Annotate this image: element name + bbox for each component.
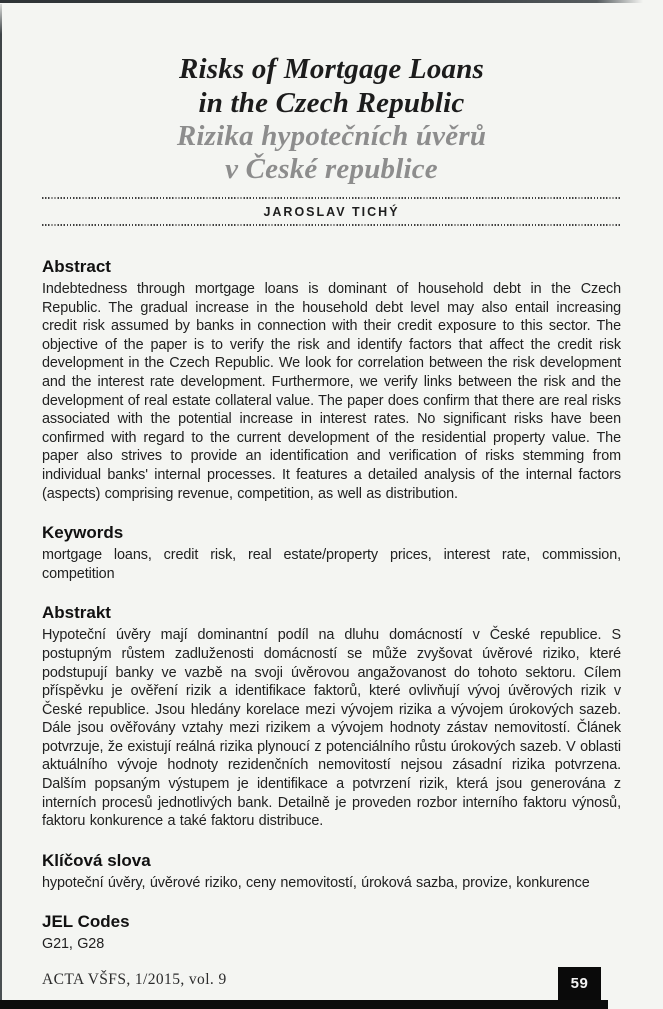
- journal-citation: ACTA VŠFS, 1/2015, vol. 9: [42, 971, 227, 988]
- jel-codes-text: G21, G28: [42, 936, 105, 953]
- section-abstrakt: [42, 602, 621, 831]
- dotted-rule-bottom: [42, 224, 621, 226]
- keywords-text: mortgage loans, credit risk, real estate/property prices, interest rate, commission, competition: [42, 547, 621, 582]
- section-klicova-slova: [42, 850, 621, 893]
- author-block: [42, 191, 621, 233]
- page-number-badge: 59: [558, 967, 601, 1009]
- paper-title-english-line2: in the Czech Republic: [198, 87, 465, 119]
- abstract-heading: Abstract: [42, 257, 111, 276]
- paper-title-czech-line2: v České republice: [225, 153, 438, 185]
- keywords-heading: Keywords: [42, 523, 124, 543]
- abstrakt-heading: Abstrakt: [42, 603, 111, 623]
- title-block: [42, 0, 621, 186]
- klicova-slova-heading: Klíčová slova: [42, 850, 151, 870]
- klicova-slova-text: hypoteční úvěry, úvěrové riziko, ceny nemovitostí, úroková sazba, provize, konkurence: [42, 874, 590, 891]
- scan-edge-bottom: [0, 1000, 608, 1009]
- author-name: JAROSLAV TICHÝ: [263, 205, 400, 219]
- abstract-text: Indebtedness through mortgage loans is dominant of household debt in the Czech Republic. The gradual increase in the household debt level may also entail increasing credit risk assumed by banks in connection with their credit exposure to this sector. The objective of the paper is to verify the risk and identify factors that affect the credit risk development in the Czech Republic. We look for correlation between the risk development and the interest rate development. Furthermore, we verify links between the risk and the development of real estate collateral value. The paper does confirm that there are real risks associated with the potential increase in interest rates. No significant risks have been confirmed with regard to the current development of the residential property value. The paper also strives to provide an identification and verification of risks stemming from individual banks' internal processes. It features a detailed analysis of the internal factors (aspects) comprising revenue, competition, as well as distribution.: [42, 281, 621, 502]
- paper-title-english-line1: Risks of Mortgage Loans: [178, 53, 485, 85]
- abstrakt-text: Hypoteční úvěry mají dominantní podíl na dluhu domácností v České republice. S postupným růstem zadluženosti domácností se může zvyšovat úvěrové riziko, které podstupují banky ve vazbě na svoji úvěrovou angažovanost do tohoto sektoru. Cílem příspěvku je ověření rizik a identifikace faktorů, které ovlivňují vývoj úvěrových rizik v České republice. Jsou hledány korelace mezi vývojem rizika a vývojem úrokových sazeb. Dále jsou ověřovány vztahy mezi rizikem a vývojem hodnoty zástav nemovitostí. Článek potvrzuje, že existují reálná rizika plynoucí z potenciálního růstu úrokových sazeb. V oblasti aktuálního vývoje hodnoty rezidenčních nemovitostí nejsou zásadní rizika potvrzena. Dalším popsaným výstupem je identifikace a potvrzení rizik, která jsou generována z interních procesů jednotlivých bank. Detailně je proveden rozbor interního faktoru výnosů, faktoru konkurence a také faktoru distribuce.: [42, 627, 621, 830]
- section-abstract: [42, 256, 621, 503]
- section-jel-codes: [42, 911, 621, 954]
- section-keywords: [42, 522, 621, 583]
- paper-title-czech-line1: Rizika hypotečních úvěrů: [176, 120, 487, 152]
- jel-codes-heading: JEL Codes: [42, 912, 130, 932]
